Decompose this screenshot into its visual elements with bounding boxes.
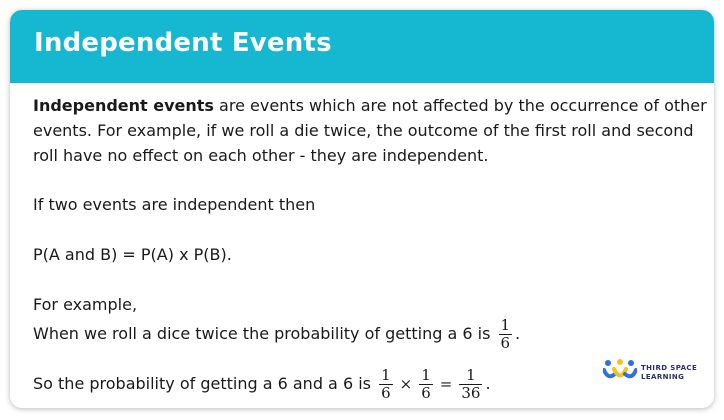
logo-line-1: THIRD SPACE (641, 364, 698, 372)
logo-mark-icon (603, 358, 637, 384)
equals-sign: = (439, 375, 453, 393)
definition-line-2: events. For example, if we roll a die twice, the outcome of the first roll and second (33, 121, 694, 140)
logo-line-2: LEARNING (641, 373, 685, 381)
fraction-one-sixth (499, 317, 513, 352)
fraction-numerator: 1 (381, 366, 391, 384)
example-period: . (515, 324, 521, 343)
definition-line-3: roll have no effect on each other - they are independent. (33, 146, 489, 165)
page-title: Independent Events (34, 28, 332, 58)
fraction-numerator: 1 (459, 367, 482, 385)
third-space-learning-logo (603, 358, 713, 388)
conclusion-text: So the probability of getting a 6 and a 6 is (33, 374, 371, 393)
fraction-denominator: 6 (500, 334, 511, 352)
example-intro: For example, (33, 295, 138, 314)
slide-card (10, 10, 714, 408)
definition-line-1-rest: are events which are not affected by the occurrence of other (213, 96, 707, 115)
example-line (33, 317, 520, 352)
times-sign: × (399, 375, 413, 393)
rule-intro: If two events are independent then (33, 195, 316, 214)
example-text: When we roll a dice twice the probability of getting a 6 is (33, 324, 491, 343)
rule-formula: P(A and B) = P(A) x P(B). (33, 245, 232, 264)
fraction-first (379, 367, 393, 402)
fraction-numerator: 1 (421, 366, 431, 384)
header-bar (10, 10, 714, 83)
definition-term: Independent events (33, 96, 214, 115)
fraction-denominator: 6 (381, 384, 391, 402)
fraction-denominator: 6 (421, 384, 431, 402)
fraction-second (419, 367, 433, 402)
conclusion-line (33, 367, 491, 402)
logo-wordmark (641, 364, 697, 382)
fraction-numerator: 1 (500, 316, 511, 334)
fraction-denominator: 36 (461, 384, 481, 402)
definition-paragraph (33, 93, 707, 168)
fraction-result (459, 367, 482, 402)
definition-line-1 (33, 93, 707, 118)
conclusion-period: . (485, 374, 491, 393)
